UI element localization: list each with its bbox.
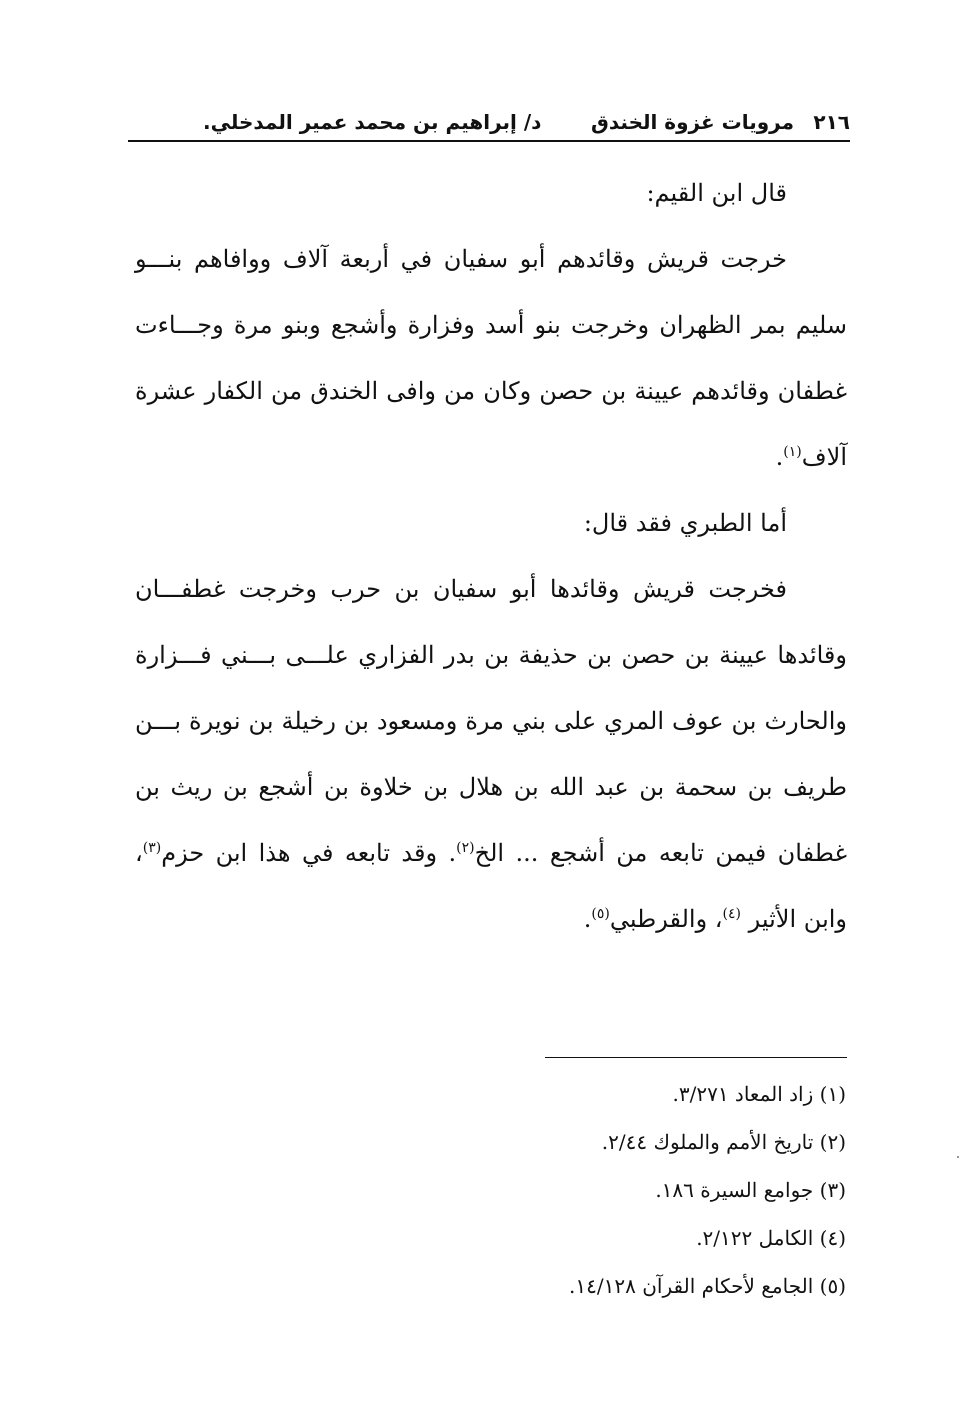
paragraph-2-line-1: فخرجت قريش وقائدها أبو سفيان بن حرب وخرجت غطفـــان [135,575,787,603]
paragraph-1-end: . [775,443,784,471]
paragraph-1-intro: قال ابن القيم: [646,179,787,207]
paragraph-2-line-6 [135,886,847,952]
page-number: ٢١٦ [813,110,850,134]
footnote-4: (٤) الكامل ٢/١٢٢. [696,1226,846,1250]
main-text [135,160,847,952]
footnote-3: (٣) جوامع السيرة ١٨٦. [655,1178,846,1202]
paragraph-2-line-5-part-a: غطفان فيمن تابعه من أشجع ... الخ [474,839,847,867]
paragraph-1-line-4 [135,424,847,490]
running-header [128,110,850,140]
paragraph-1-line-2: سليم بمر الظهران وخرجت بنو أسد وفزارة وأشجع وبنو مرة وجـــاءت [135,311,847,339]
footnote-ref-4: (٤) [722,906,742,922]
paragraph-2-line-3: والحارث بن عوف المري على بني مرة ومسعود بن رخيلة بن نويرة بـــن [135,707,847,735]
paragraph-2-line-6-part-c: . [583,905,592,933]
header-divider [128,140,850,142]
footnote-2: (٢) تاريخ الأمم والملوك ٢/٤٤. [601,1130,846,1154]
paragraph-2-intro: أما الطبري فقد قال: [583,509,787,537]
book-title: مرويات غزوة الخندق [590,110,794,134]
footnote-ref-3: (٣) [142,840,162,856]
footnote-ref-1: (١) [783,444,802,460]
author-name: د/ إبراهيم بن محمد عمير المدخلي. [203,110,542,134]
paragraph-2-line-5 [135,820,847,886]
paragraph-1-line-1: خرجت قريش وقائدهم أبو سفيان في أربعة آلاف ووافاهم بنـــو [135,245,788,273]
footnote-divider [545,1057,847,1058]
footnotes [460,1070,846,1310]
paragraph-2-line-6-part-a: وابن الأثير [741,905,847,933]
paragraph-2-line-6-part-b: ، والقرطبي [609,905,723,933]
paragraph-2-line-5-part-c: ، [135,839,143,867]
footnote-ref-5: (٥) [591,906,610,922]
paragraph-2-line-4: طريف بن سحمة بن عبد الله بن هلال بن خلاوة بن أشجع بن ريث بن [135,773,847,801]
footnote-ref-2: (٢) [456,840,475,856]
paragraph-1-last-word: آلاف [801,443,847,471]
scan-speck [957,1156,959,1158]
footnote-1: (١) زاد المعاد ٣/٢٧١. [672,1082,846,1106]
paragraph-1-line-3: غطفان وقائدهم عيينة بن حصن وكان من وافى الخندق من الكفار عشرة [135,377,847,405]
paragraph-2-line-5-part-b: . وقد تابعه في هذا ابن حزم [161,839,457,867]
paragraph-2-line-2: وقائدها عيينة بن حصن بن حذيفة بن بدر الفزاري علـــى بـــني فـــزارة [135,641,847,669]
footnote-5: (٥) الجامع لأحكام القرآن ١٤/١٢٨. [569,1274,846,1298]
